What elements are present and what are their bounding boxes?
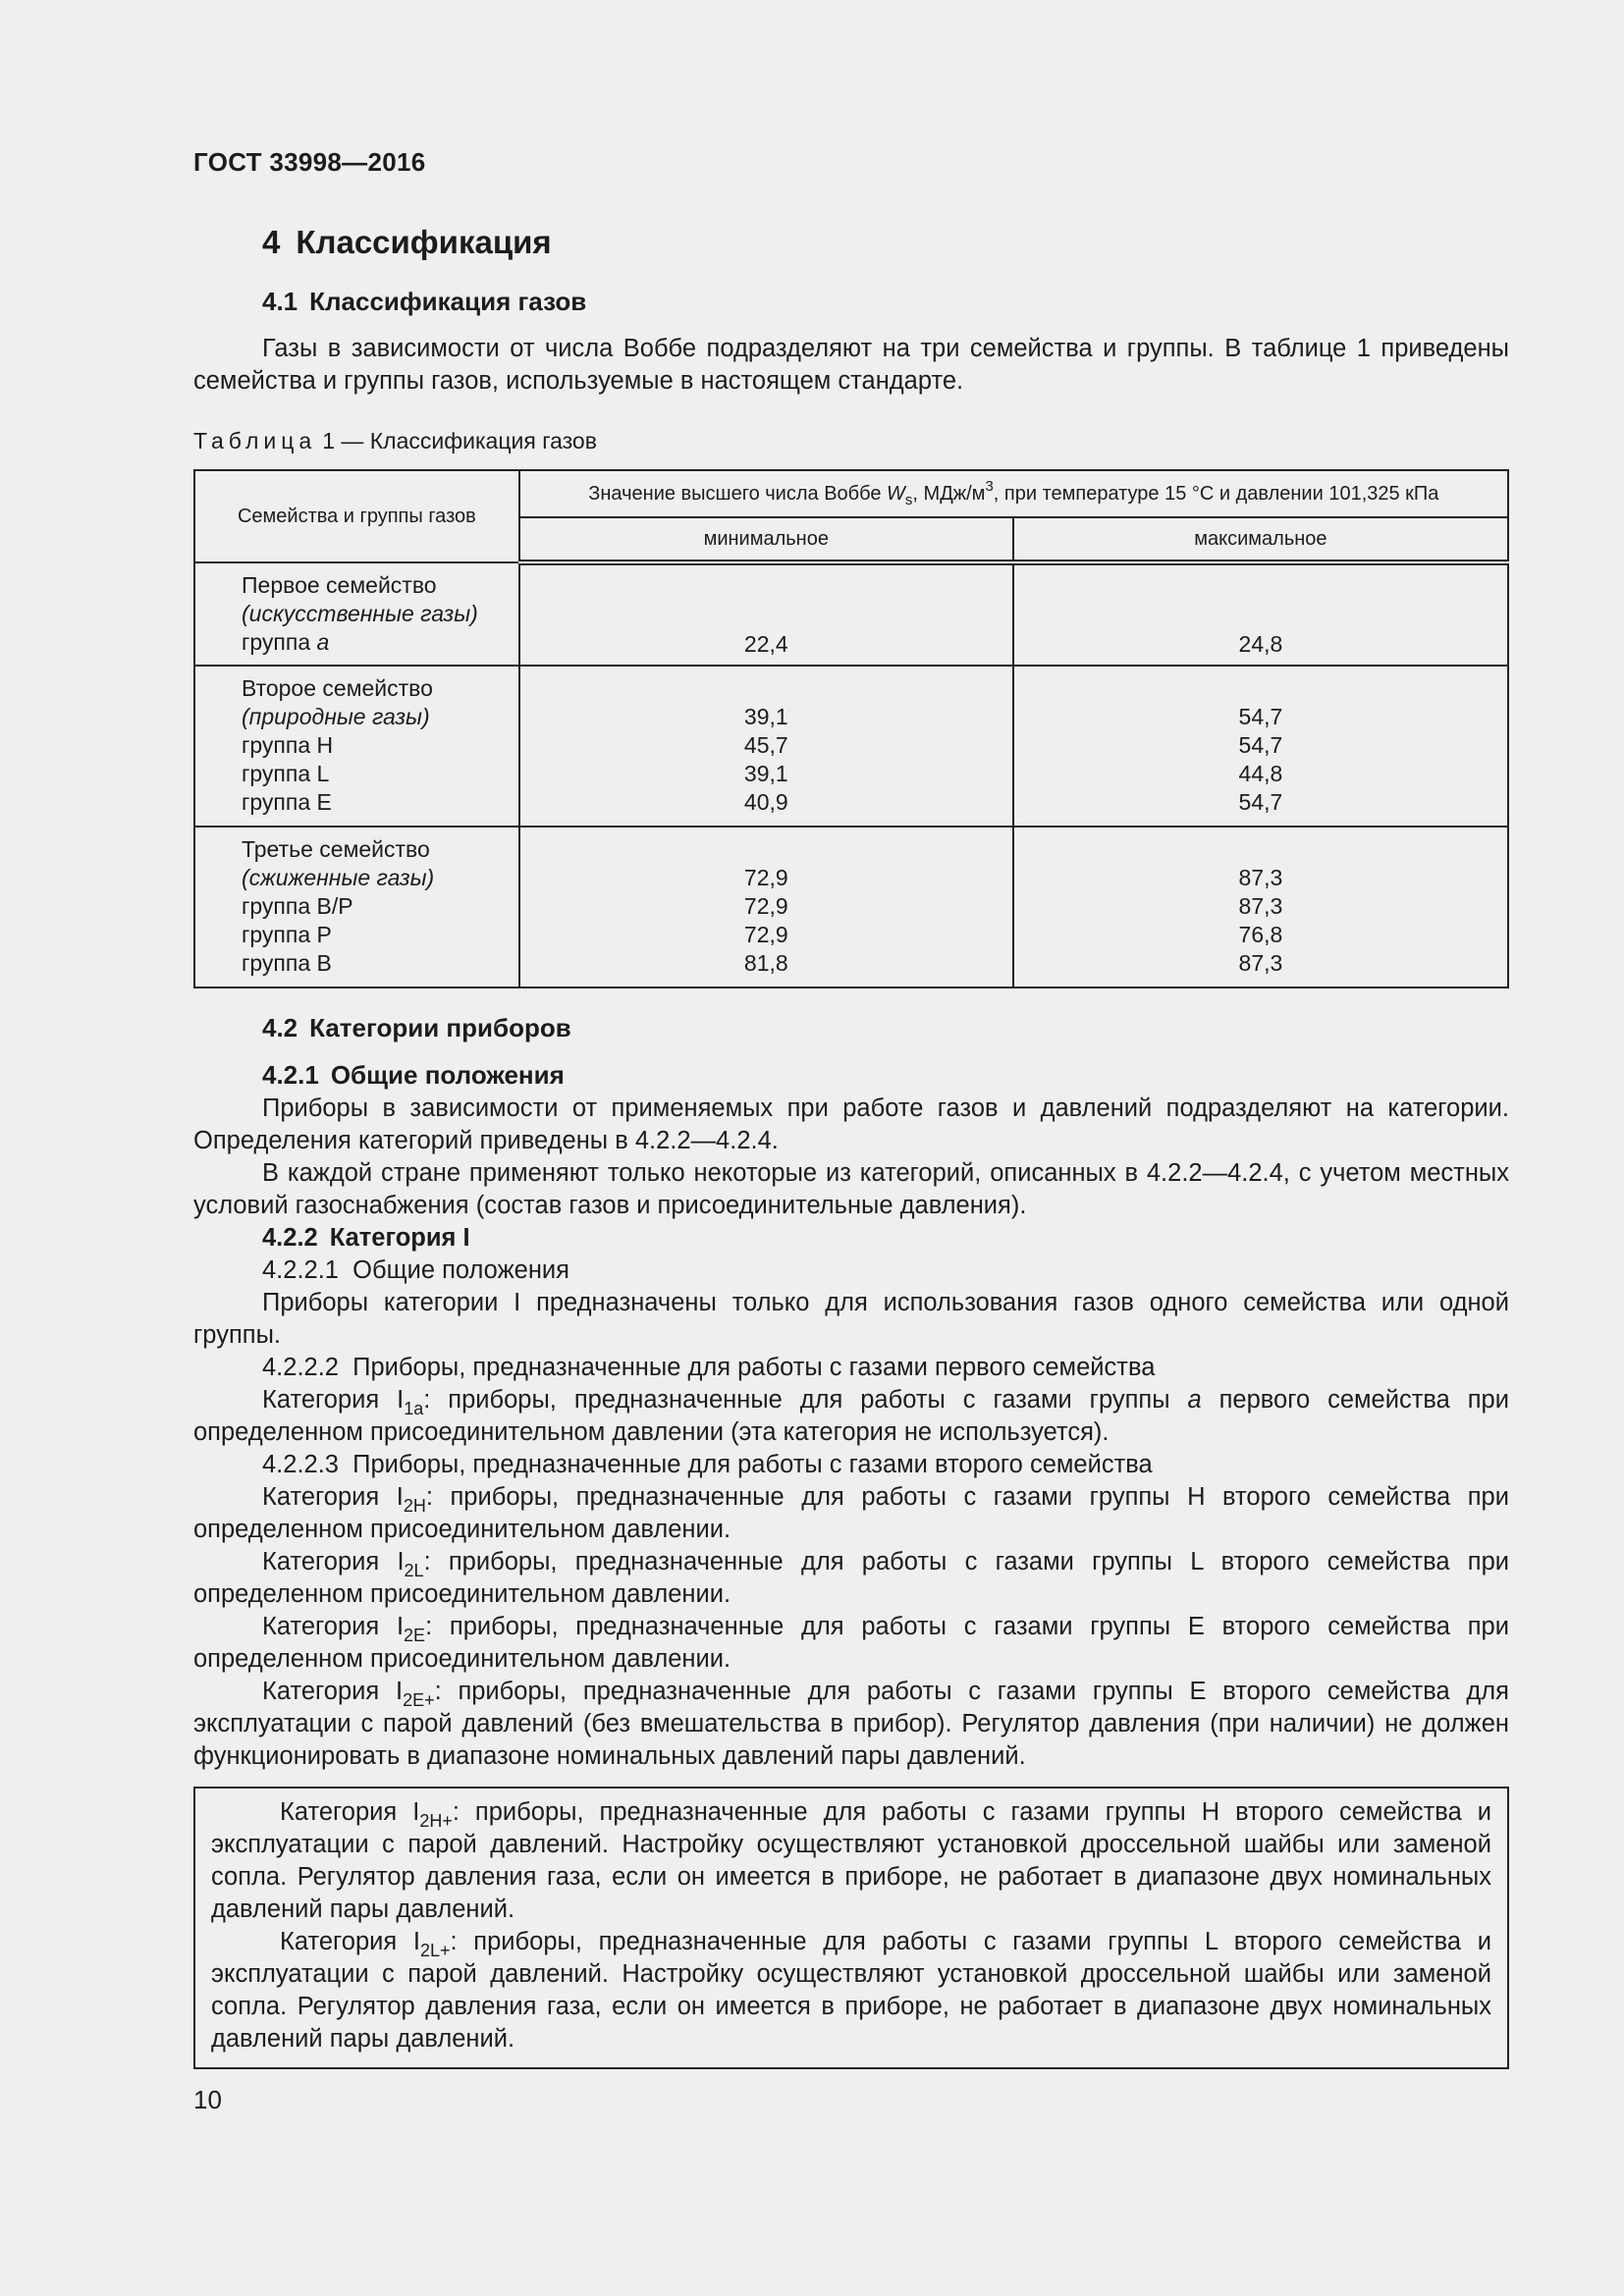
boxed-categories-note [193,1787,1509,2069]
section-number: 4 [262,224,281,260]
section-4-2-heading: 4.2 Категории приборов [262,1013,571,1042]
section-title: Классификация [296,224,552,260]
section-4-2-1-body: Приборы в зависимости от применяемых при работе газов и давлений подразделяют на категории. Определения категорий приведены в 4.2.2—4.2.4. В каждой стране применяют только некоторые из категорий, описанных в 4.2.2—4.2.4, с учетом местных условий газоснабжения (состав газов и присоединительные давления). [193,1095,1509,1219]
table-row-family-3: Третье семейство (сжиженные газы) группа В/Р группа Р группа В 72,9 72,9 72,9 81,8 87,3 87,3 76,8 87,3 [194,827,1508,988]
category-2l: Категория $I_{2L}$: приборы, предназначенные для работы с газами группы L второго семейства при определенном присоединительном давлении. [193,1548,1509,1608]
table-row-family-1: Первое семейство (искусственные газы) группа a 22,4 24,8 [194,562,1508,666]
category-2e: Категория $I_{2E}$: приборы, предназначенные для работы с газами группы Е второго семейства при определенном присоединительном давлении. [193,1613,1509,1673]
table-row-family-2: Второе семейство (природные газы) группа Н группа L группа Е 39,1 45,7 39,1 40,9 54,7 54,7 44,8 54,7 [194,666,1508,827]
header-families: Семейства и группы газов [194,470,519,562]
page-number: 10 [193,2085,222,2114]
section-4-2-1-heading: 4.2.1 Общие положения [262,1060,565,1090]
category-2h-plus: Категория $I_{2H+}$: приборы, предназначенные для работы с газами группы Н второго семейства и эксплуатации с парой давлений. Настройку осуществляют установкой дроссельной шайбы или заменой сопла. Регулятор давления газа, если он имеется в приборе, не работает в диапазоне двух номинальных давлений пары давлений. [211,1798,1491,1923]
category-2l-plus: Категория $I_{2L+}$: приборы, предназначенные для работы с газами группы L второго семейства и эксплуатации с парой давлений. Настройку осуществляют установкой дроссельной шайбы или заменой сопла. Регулятор давления газа, если он имеется в приборе, не работает в диапазоне двух номинальных давлений пары давлений. [211,1928,1491,2053]
header-min: минимальное [519,517,1013,562]
category-2e-plus: Категория $I_{2E+}$: приборы, предназначенные для работы с газами группы Е второго семейства для эксплуатации с парой давлений (без вмешательства в прибор). Регулятор давления (при наличии) не должен функционировать в диапазоне номинальных давлений пары давлений. [193,1678,1509,1770]
header-wobbe: Значение высшего числа Воббе $W_s$, МДж/$м^3$, при температуре 15 °С и давлении 101,325 кПа [519,470,1508,517]
document-header: ГОСТ 33998—2016 [193,147,426,177]
category-2h: Категория $I_{2H}$: приборы, предназначенные для работы с газами группы Н второго семейства при определенном присоединительном давлении. [193,1483,1509,1543]
section-4-2-2-body: 4.2.2 Категория I 4.2.2.1 Общие положения Приборы категории I предназначены только для использования газов одного семейства или одной группы. 4.2.2.2 Приборы, предназначенные для работы с газами первого семейства Категория $I_{1a}$: приборы, предназначенные для работы с газами группы a первого семейства при определенном присоединительном давлении (эта категория не используется). 4.2.2.3 Приборы, предназначенные для работы с газами второго семейства Категория $I_{2H}$: приборы, предназначенные для работы с газами группы Н второго семейства при определенном присоединительном давлении. Категория $I_{2L}$: приборы, предназначенные для работы с газами группы L второго семейства при определенном присоединительном давлении. Категория $I_{2E}$: приборы, предназначенные для работы с газами группы Е второго семейства при определенном присоединительном давлении. Категория $I_{2E+}$: приборы, предназначенные для работы с газами группы Е второго семейства для эксплуатации с парой давлений (без вмешательства в прибор). Регулятор давления (при наличии) не должен функционировать в диапазоне номинальных давлений пары давлений. [193,1222,1509,1773]
section-4-heading [262,224,552,261]
header-max: максимальное [1013,517,1508,562]
section-4-2-2-heading: 4.2.2 Категория I [262,1224,470,1252]
table-caption: Таблица 1 — Классификация газов [193,428,597,454]
gas-classification-table [193,469,1509,988]
section-4-1-paragraph: Газы в зависимости от числа Воббе подразделяют на три семейства и группы. В таблице 1 приведены семейства и группы газов, используемые в настоящем стандарте. [193,335,1509,395]
section-4-1-heading: 4.1 Классификация газов [262,287,587,316]
category-1a: Категория $I_{1a}$: приборы, предназначенные для работы с газами группы a первого семейства при определенном присоединительном давлении (эта категория не используется). [193,1386,1509,1446]
